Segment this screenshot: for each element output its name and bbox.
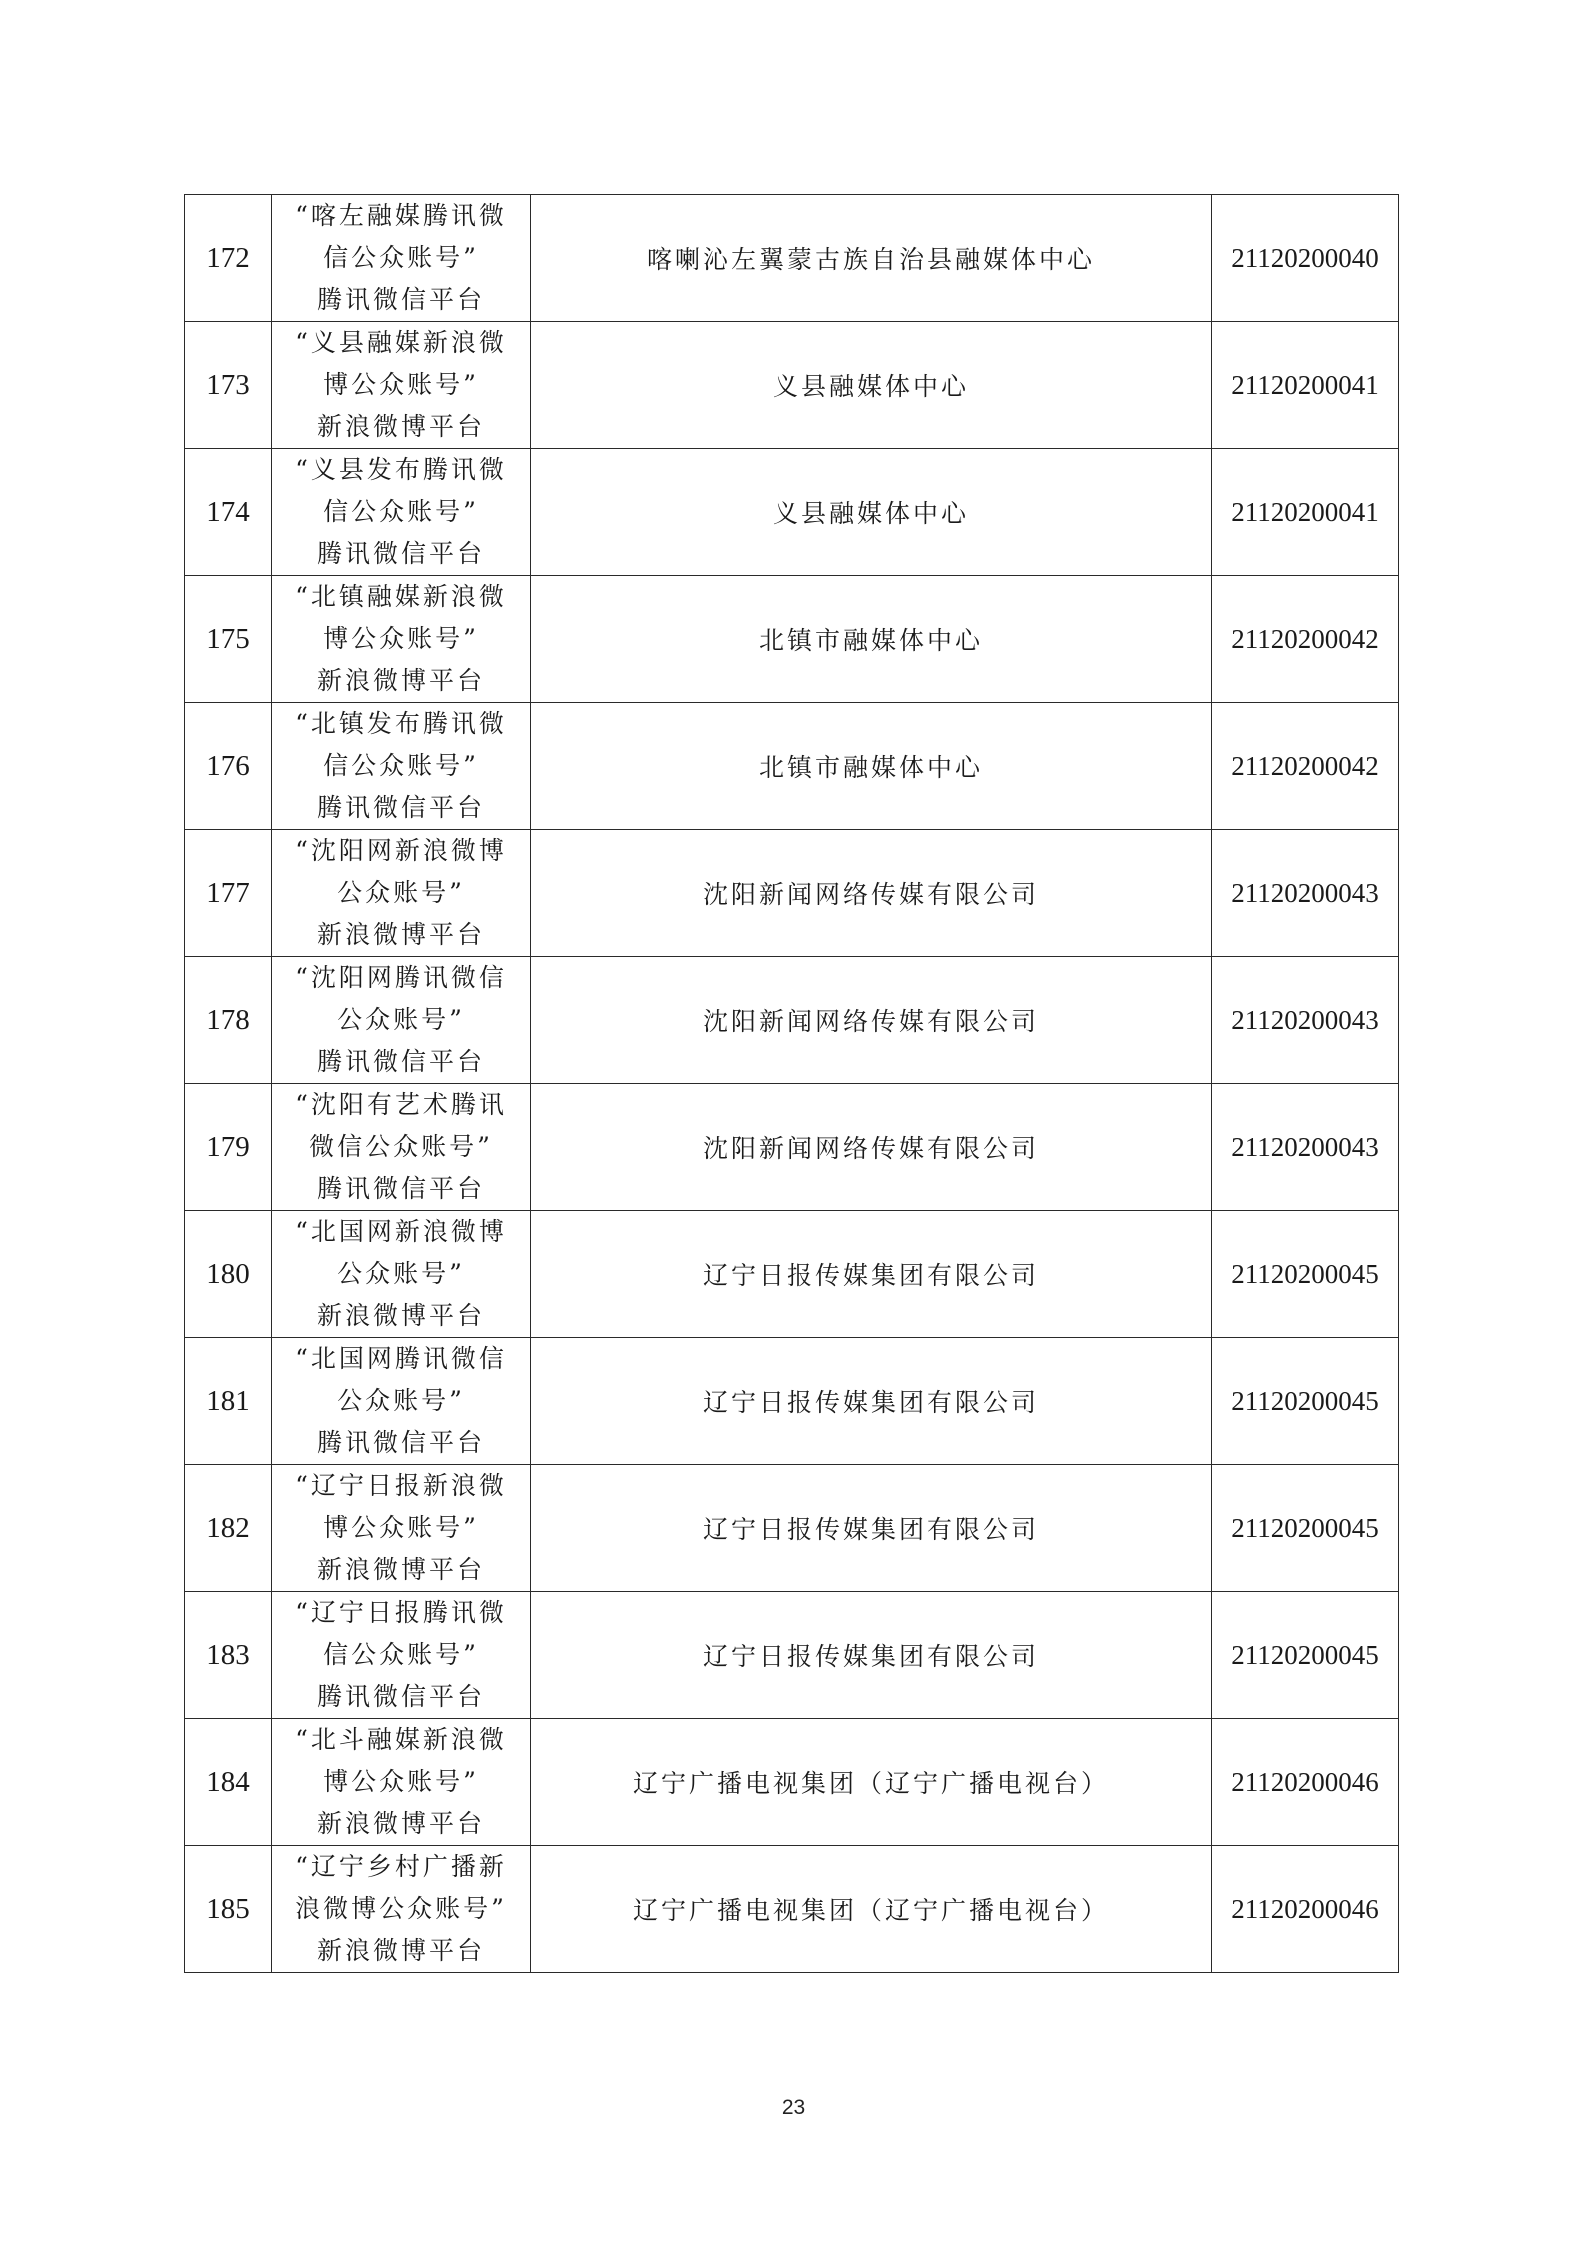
- table-body: [185, 195, 1399, 1973]
- account-name-line: 信公众账号”: [323, 243, 479, 272]
- row-number: 182: [185, 1465, 272, 1592]
- row-number: 173: [185, 322, 272, 449]
- organization-cell: 沈阳新闻网络传媒有限公司: [531, 957, 1212, 1084]
- license-code-cell: 21120200043: [1212, 1084, 1399, 1211]
- account-name-line: 公众账号”: [337, 1259, 465, 1288]
- organization-cell: 喀喇沁左翼蒙古族自治县融媒体中心: [531, 195, 1212, 322]
- row-number: 176: [185, 703, 272, 830]
- account-name-line: 公众账号”: [337, 1005, 465, 1034]
- account-name-cell: [272, 1719, 531, 1846]
- account-name-line: “沈阳网腾讯微信: [295, 963, 507, 992]
- account-name-cell: [272, 195, 531, 322]
- account-name-cell: [272, 830, 531, 957]
- account-name-line: “辽宁日报新浪微: [295, 1471, 507, 1500]
- row-number: 185: [185, 1846, 272, 1973]
- registry-table: [184, 194, 1399, 1973]
- account-name-line: 信公众账号”: [323, 751, 479, 780]
- account-name-line: “辽宁日报腾讯微: [295, 1598, 507, 1627]
- account-name-line: “义县发布腾讯微: [295, 455, 507, 484]
- account-name-cell: [272, 1846, 531, 1973]
- row-number: 184: [185, 1719, 272, 1846]
- account-name-line: “辽宁乡村广播新: [295, 1852, 507, 1881]
- account-name-line: 新浪微博平台: [316, 1301, 485, 1330]
- account-name-line: 微信公众账号”: [309, 1132, 493, 1161]
- organization-cell: 辽宁广播电视集团（辽宁广播电视台）: [531, 1719, 1212, 1846]
- account-name-cell: [272, 1592, 531, 1719]
- license-code-cell: 21120200043: [1212, 957, 1399, 1084]
- license-code-cell: 21120200042: [1212, 576, 1399, 703]
- account-name-line: 腾讯微信平台: [316, 793, 485, 822]
- account-name-line: 腾讯微信平台: [316, 539, 485, 568]
- table-row: [185, 957, 1399, 1084]
- table-row: [185, 1084, 1399, 1211]
- license-code-cell: 21120200045: [1212, 1465, 1399, 1592]
- account-name-line: 新浪微博平台: [316, 1555, 485, 1584]
- account-name-line: 新浪微博平台: [316, 920, 485, 949]
- account-name-line: 信公众账号”: [323, 1640, 479, 1669]
- account-name-line: “沈阳网新浪微博: [295, 836, 507, 865]
- organization-cell: 义县融媒体中心: [531, 322, 1212, 449]
- account-name-line: 腾讯微信平台: [316, 1174, 485, 1203]
- organization-cell: 辽宁日报传媒集团有限公司: [531, 1211, 1212, 1338]
- account-name-line: 信公众账号”: [323, 497, 479, 526]
- account-name-line: 腾讯微信平台: [316, 1428, 485, 1457]
- account-name-line: 浪微博公众账号”: [295, 1894, 507, 1923]
- account-name-cell: [272, 1211, 531, 1338]
- license-code-cell: 21120200045: [1212, 1338, 1399, 1465]
- organization-cell: 辽宁日报传媒集团有限公司: [531, 1338, 1212, 1465]
- license-code-cell: 21120200040: [1212, 195, 1399, 322]
- row-number: 183: [185, 1592, 272, 1719]
- account-name-line: 博公众账号”: [323, 1767, 479, 1796]
- account-name-line: 新浪微博平台: [316, 1936, 485, 1965]
- account-name-line: “喀左融媒腾讯微: [295, 201, 507, 230]
- account-name-cell: [272, 1084, 531, 1211]
- row-number: 181: [185, 1338, 272, 1465]
- organization-cell: 辽宁广播电视集团（辽宁广播电视台）: [531, 1846, 1212, 1973]
- account-name-line: “北斗融媒新浪微: [295, 1725, 507, 1754]
- account-name-line: “义县融媒新浪微: [295, 328, 507, 357]
- account-name-cell: [272, 703, 531, 830]
- table-row: [185, 449, 1399, 576]
- organization-cell: 北镇市融媒体中心: [531, 703, 1212, 830]
- organization-cell: 沈阳新闻网络传媒有限公司: [531, 830, 1212, 957]
- account-name-line: “北国网新浪微博: [295, 1217, 507, 1246]
- account-name-line: 新浪微博平台: [316, 666, 485, 695]
- page-number: 23: [781, 2096, 806, 2119]
- table-row: [185, 195, 1399, 322]
- table-row: [185, 1719, 1399, 1846]
- account-name-line: 腾讯微信平台: [316, 285, 485, 314]
- row-number: 175: [185, 576, 272, 703]
- account-name-line: 新浪微博平台: [316, 412, 485, 441]
- table-row: [185, 1211, 1399, 1338]
- account-name-line: 博公众账号”: [323, 1513, 479, 1542]
- account-name-line: 新浪微博平台: [316, 1809, 485, 1838]
- account-name-line: 博公众账号”: [323, 624, 479, 653]
- account-name-cell: [272, 449, 531, 576]
- account-name-line: “北国网腾讯微信: [295, 1344, 507, 1373]
- table-row: [185, 830, 1399, 957]
- table-row: [185, 1338, 1399, 1465]
- organization-cell: 义县融媒体中心: [531, 449, 1212, 576]
- account-name-line: 腾讯微信平台: [316, 1047, 485, 1076]
- organization-cell: 北镇市融媒体中心: [531, 576, 1212, 703]
- table-row: [185, 1465, 1399, 1592]
- license-code-cell: 21120200045: [1212, 1592, 1399, 1719]
- license-code-cell: 21120200046: [1212, 1719, 1399, 1846]
- account-name-line: 公众账号”: [337, 878, 465, 907]
- table-row: [185, 703, 1399, 830]
- account-name-line: 腾讯微信平台: [316, 1682, 485, 1711]
- table-row: [185, 1592, 1399, 1719]
- license-code-cell: 21120200043: [1212, 830, 1399, 957]
- license-code-cell: 21120200041: [1212, 322, 1399, 449]
- account-name-line: 博公众账号”: [323, 370, 479, 399]
- account-name-cell: [272, 322, 531, 449]
- account-name-line: “北镇发布腾讯微: [295, 709, 507, 738]
- account-name-cell: [272, 576, 531, 703]
- license-code-cell: 21120200046: [1212, 1846, 1399, 1973]
- organization-cell: 沈阳新闻网络传媒有限公司: [531, 1084, 1212, 1211]
- row-number: 178: [185, 957, 272, 1084]
- license-code-cell: 21120200045: [1212, 1211, 1399, 1338]
- organization-cell: 辽宁日报传媒集团有限公司: [531, 1592, 1212, 1719]
- row-number: 174: [185, 449, 272, 576]
- account-name-cell: [272, 1465, 531, 1592]
- account-name-line: “北镇融媒新浪微: [295, 582, 507, 611]
- account-name-line: “沈阳有艺术腾讯: [295, 1090, 507, 1119]
- table-row: [185, 576, 1399, 703]
- table-row: [185, 1846, 1399, 1973]
- row-number: 177: [185, 830, 272, 957]
- row-number: 172: [185, 195, 272, 322]
- license-code-cell: 21120200041: [1212, 449, 1399, 576]
- account-name-cell: [272, 957, 531, 1084]
- account-name-cell: [272, 1338, 531, 1465]
- license-code-cell: 21120200042: [1212, 703, 1399, 830]
- table-row: [185, 322, 1399, 449]
- row-number: 180: [185, 1211, 272, 1338]
- account-name-line: 公众账号”: [337, 1386, 465, 1415]
- row-number: 179: [185, 1084, 272, 1211]
- organization-cell: 辽宁日报传媒集团有限公司: [531, 1465, 1212, 1592]
